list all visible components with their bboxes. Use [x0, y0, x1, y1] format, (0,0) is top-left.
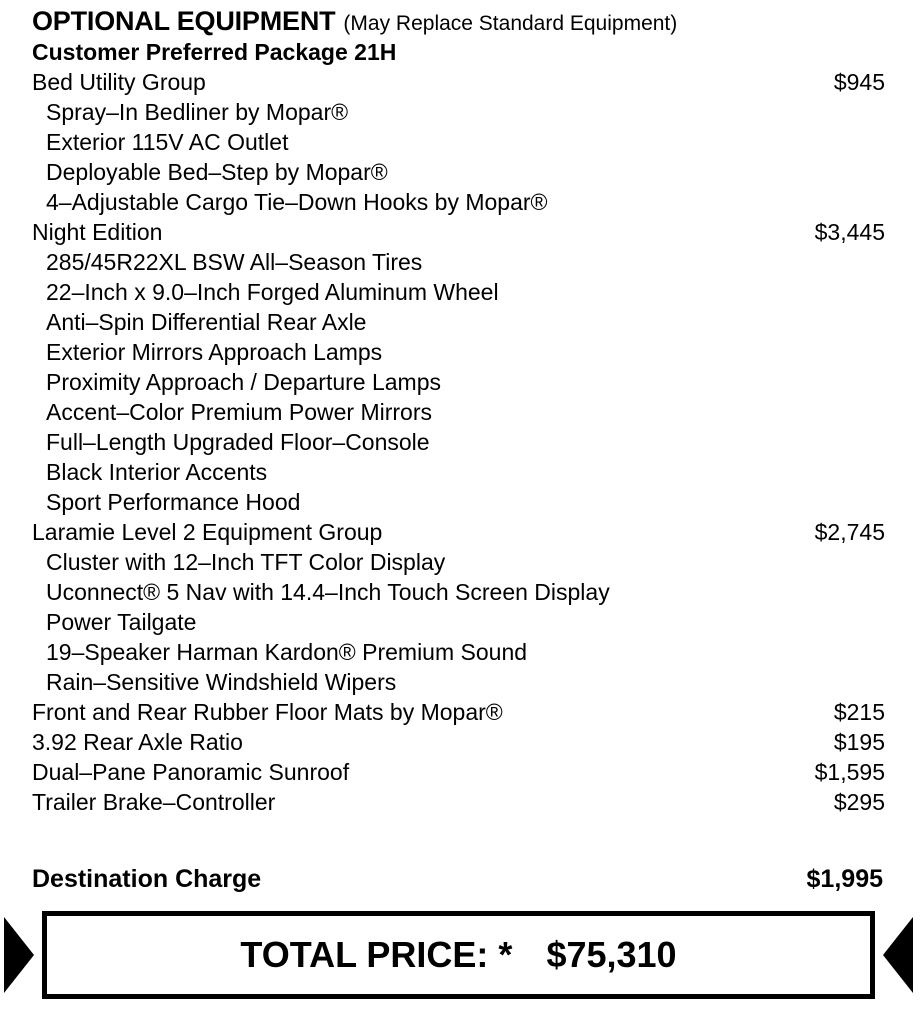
option-row: [32, 787, 885, 817]
option-sub-item: Power Tailgate: [46, 609, 197, 635]
option-sub-item: 285/45R22XL BSW All–Season Tires: [46, 249, 423, 275]
option-label: Front and Rear Rubber Floor Mats by Mopar®: [32, 699, 503, 725]
option-sub-item: Full–Length Upgraded Floor–Console: [46, 429, 430, 455]
option-price: $295: [833, 789, 885, 815]
option-sub-item: Black Interior Accents: [46, 459, 268, 485]
option-sub-item: Exterior 115V AC Outlet: [46, 129, 289, 155]
option-label: Night Edition: [32, 219, 163, 245]
destination-charge-label: Destination Charge: [32, 865, 262, 893]
option-row: [32, 67, 885, 97]
option-sub-item: Uconnect® 5 Nav with 14.4–Inch Touch Screen Display: [46, 579, 610, 605]
destination-charge-row: [32, 865, 885, 894]
destination-charge-price: $1,995: [806, 865, 883, 893]
option-price: $215: [833, 699, 885, 725]
option-sub-item: Sport Performance Hood: [46, 489, 301, 515]
option-row: [32, 517, 885, 547]
page-title: OPTIONAL EQUIPMENT: [32, 6, 336, 36]
option-sub-item: Accent–Color Premium Power Mirrors: [46, 399, 432, 425]
left-arrow-icon: [4, 917, 34, 993]
optional-equipment-list: [32, 67, 885, 817]
option-sub-item: Exterior Mirrors Approach Lamps: [46, 339, 383, 365]
option-sub-item: Anti–Spin Differential Rear Axle: [46, 309, 367, 335]
option-sub-item: 22–Inch x 9.0–Inch Forged Aluminum Wheel: [46, 279, 499, 305]
total-price-label: TOTAL PRICE: *: [240, 934, 513, 975]
option-label: Dual–Pane Panoramic Sunroof: [32, 759, 350, 785]
option-sub-item: 4–Adjustable Cargo Tie–Down Hooks by Mopar®: [46, 189, 548, 215]
preferred-package-title: Customer Preferred Package 21H: [32, 39, 397, 65]
total-price-box: [42, 911, 875, 999]
page-title-note: (May Replace Standard Equipment): [343, 12, 678, 35]
option-sub-item: Cluster with 12–Inch TFT Color Display: [46, 549, 446, 575]
option-label: Laramie Level 2 Equipment Group: [32, 519, 383, 545]
option-label: 3.92 Rear Axle Ratio: [32, 729, 243, 755]
option-sub-item: Proximity Approach / Departure Lamps: [46, 369, 442, 395]
option-row: [32, 217, 885, 247]
option-price: $195: [833, 729, 885, 755]
option-sub-item: Spray–In Bedliner by Mopar®: [46, 99, 349, 125]
option-sub-item: Rain–Sensitive Windshield Wipers: [46, 669, 397, 695]
option-price: $1,595: [814, 759, 885, 785]
total-price-value: $75,310: [546, 934, 677, 975]
option-label: Trailer Brake–Controller: [32, 789, 276, 815]
total-price-section: [32, 906, 885, 1004]
optional-equipment-header: [32, 6, 885, 37]
option-row: [32, 697, 885, 727]
option-sub-item: Deployable Bed–Step by Mopar®: [46, 159, 388, 185]
option-price: $2,745: [814, 519, 885, 545]
right-arrow-icon: [883, 917, 913, 993]
option-row: [32, 727, 885, 757]
option-row: [32, 757, 885, 787]
option-price: $3,445: [814, 219, 885, 245]
option-label: Bed Utility Group: [32, 69, 206, 95]
option-price: $945: [833, 69, 885, 95]
option-sub-item: 19–Speaker Harman Kardon® Premium Sound: [46, 639, 528, 665]
